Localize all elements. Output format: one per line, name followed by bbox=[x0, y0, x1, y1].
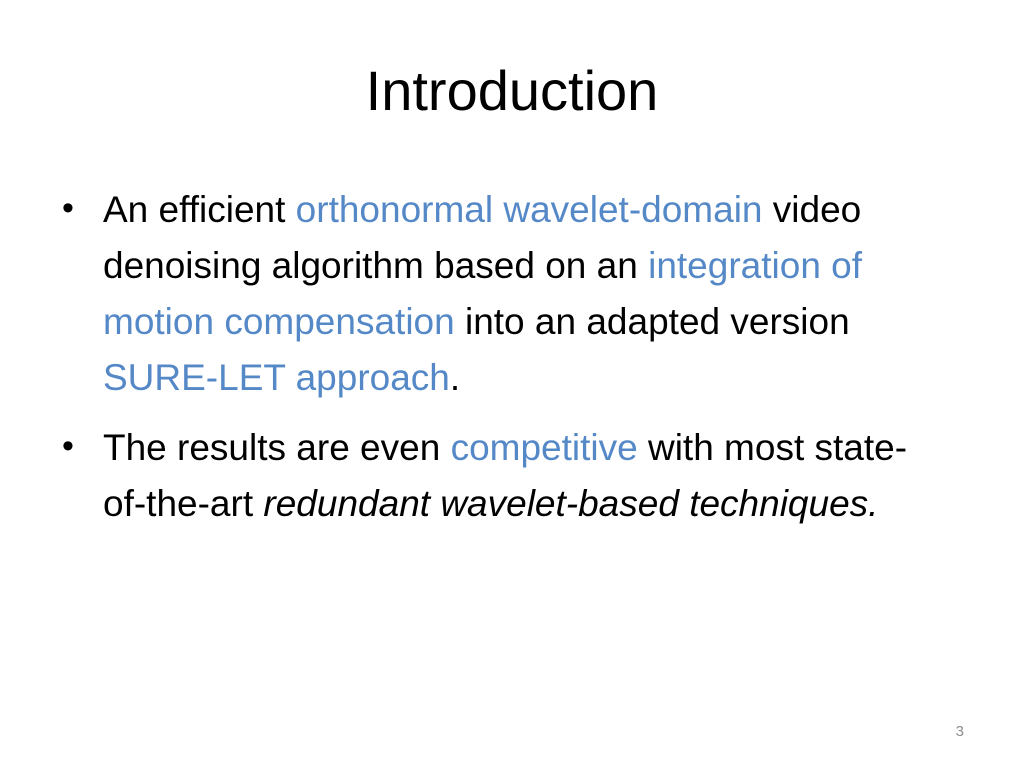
text-segment: . bbox=[449, 357, 461, 398]
bullet-item bbox=[62, 182, 910, 406]
text-segment: The results are even bbox=[103, 427, 451, 468]
text-segment: integration of motion compensation bbox=[103, 245, 863, 342]
text-segment: competitive bbox=[450, 427, 638, 468]
text-segment: video denoising algorithm based on an bbox=[103, 189, 862, 286]
page-number: 3 bbox=[955, 723, 964, 740]
bullet-item bbox=[62, 420, 910, 532]
text-segment: with most state-of-the-art bbox=[103, 427, 908, 524]
text-segment: An efficient bbox=[103, 189, 296, 230]
slide-title: Introduction bbox=[365, 59, 659, 122]
text-segment: orthonormal wavelet-domain bbox=[295, 189, 763, 230]
bullet-list bbox=[62, 182, 910, 546]
text-segment: SURE-LET approach bbox=[103, 357, 450, 398]
bullet-icon: • bbox=[62, 189, 74, 227]
text-segment: redundant wavelet-based techniques. bbox=[263, 483, 879, 524]
text-segment: into an adapted version bbox=[454, 301, 850, 342]
bullet-icon: • bbox=[62, 427, 74, 465]
